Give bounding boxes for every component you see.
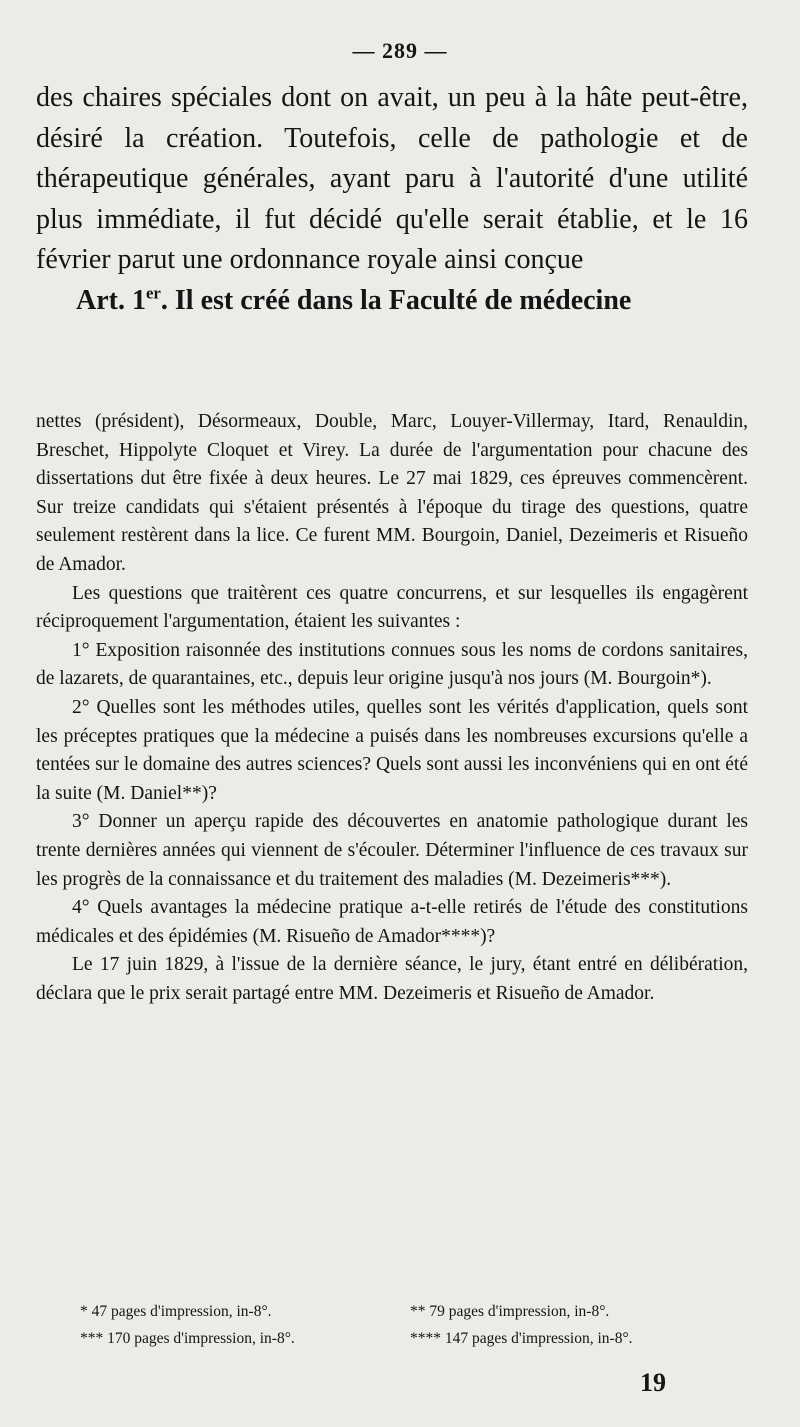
- intro-paragraph: des chaires spéciales dont on avait, un peu à la hâte peut-être, désiré la création. Toutefois, celle de pathologie et de thérapeutique générales, ayant paru à l'autorité d'une utilité plus immédiate, il fut décidé qu'elle serait établie, et le 16 février parut une ordonnance royale ainsi conçue: [36, 82, 748, 275]
- footnote-1: * 47 pages d'impression, in-8°.: [80, 1303, 272, 1320]
- paragraph-questions-intro: Les questions que traitèrent ces quatre concurrens, et sur lesquelles ils engagèrent réciproquement l'argumentation, étaient les suivantes :: [36, 582, 748, 633]
- article-superscript: er: [145, 283, 161, 303]
- question-3: 3° Donner un aperçu rapide des découvertes en anatomie pathologique durant les trente dernières années qui viennent de s'écouler. Déterminer l'influence de ces travaux sur les progrès de la connaissance et du traitement des maladies (M. Dezeimeris***).: [36, 811, 748, 890]
- footnotes: [80, 1298, 740, 1352]
- upper-text-block: [36, 78, 748, 321]
- article-rest: . Il est créé dans la Faculté de médecine: [160, 284, 632, 316]
- page-number: — 289 —: [352, 38, 448, 63]
- footnote-4: **** 147 pages d'impression, in-8°.: [410, 1330, 633, 1347]
- question-4: 4° Quels avantages la médecine pratique a-t-elle retirés de l'étude des constitutions médicales et des épidémies (M. Risueño de Amador****)?: [36, 897, 748, 947]
- article-heading: [36, 281, 748, 322]
- footnote-row: [80, 1298, 740, 1325]
- question-2: 2° Quelles sont les méthodes utiles, quelles sont les vérités d'application, quels sont les préceptes pratiques que la médecine a puisés dans les nombreuses excursions qu'elle a tentées sur le domaine des autres sciences? Quels sont aussi les inconvéniens qui en ont été la suite (M. Daniel**)?: [36, 696, 748, 804]
- footnote-row: [80, 1325, 740, 1352]
- footnote-2: ** 79 pages d'impression, in-8°.: [410, 1303, 610, 1320]
- paragraph-jury: nettes (président), Désormeaux, Double, Marc, Louyer-Villermay, Itard, Renauldin, Breschet, Hippolyte Cloquet et Virey. La durée de l'argumentation pour chacune des dissertations dut être fixée à deux heures. Le 27 mai 1829, ces épreuves commencèrent. Sur treize candidats qui s'étaient présentés à l'époque du tirage des questions, quatre seulement restèrent dans la lice. Ce furent MM. Bourgoin, Daniel, Dezeimeris et Risueño de Amador.: [36, 411, 748, 575]
- paragraph-verdict: Le 17 juin 1829, à l'issue de la dernière séance, le jury, étant entré en délibération, déclara que le prix serait partagé entre MM. Dezeimeris et Risueño de Amador.: [36, 954, 748, 1004]
- article-prefix: Art. 1: [76, 284, 146, 316]
- signature-mark: 19: [640, 1368, 666, 1397]
- footnote-3: *** 170 pages d'impression, in-8°.: [80, 1330, 295, 1347]
- lower-text-block: [36, 408, 748, 1008]
- question-1: 1° Exposition raisonnée des institutions connues sous les noms de cordons sanitaires, de lazarets, de quarantaines, etc., depuis leur origine jusqu'à nos jours (M. Bourgoin*).: [36, 639, 748, 690]
